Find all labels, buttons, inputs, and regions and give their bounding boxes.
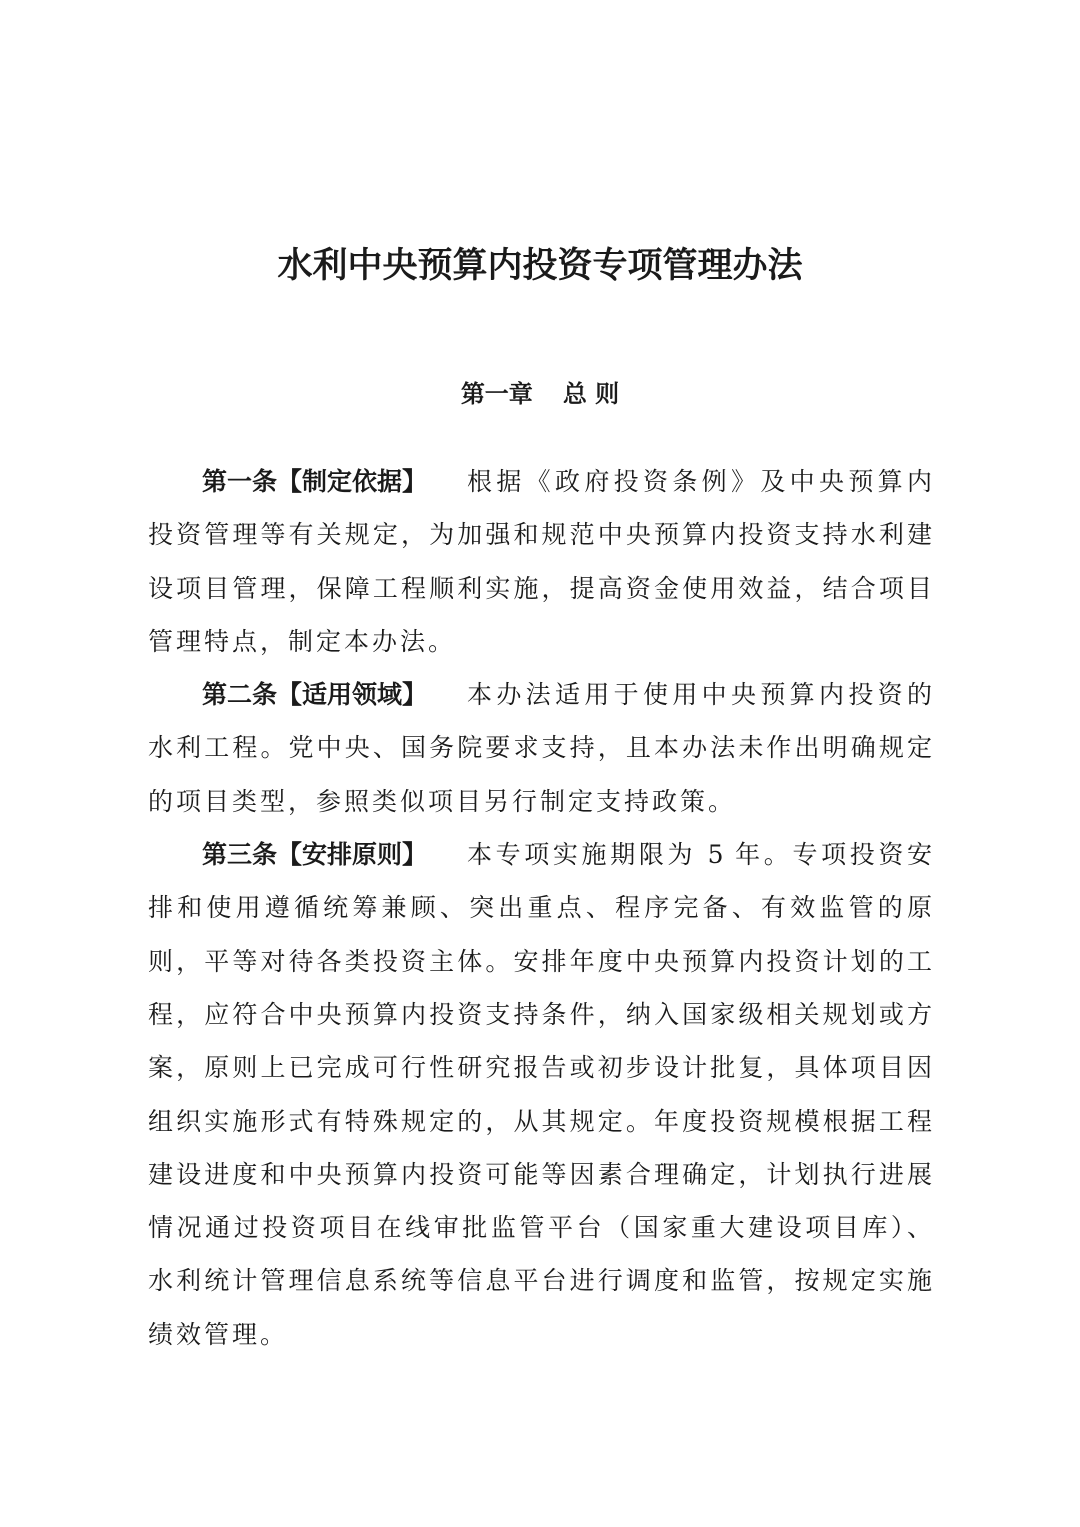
article-heading: 第一条【制定依据】 [202,467,428,496]
article-first-line [148,668,932,721]
article-text-line: 排和使用遵循统筹兼顾、突出重点、程序完备、有效监管的原 [148,893,932,923]
article-first-line [148,455,932,508]
chapter-number: 第一章 [460,380,533,408]
chapter-heading [0,374,1080,409]
article-text-line: 程，应符合中央预算内投资支持条件，纳入国家级相关规划或方 [148,999,932,1029]
article-text-line: 建设进度和中央预算内投资可能等因素合理确定，计划执行进展 [148,1159,932,1189]
article-text-line: 根据《政府投资条例》及中央预算内 [467,467,932,496]
article-text-line: 则，平等对待各类投资主体。安排年度中央预算内投资计划的工 [148,946,932,976]
article [148,455,932,668]
article-text-line: 管理特点，制定本办法。 [148,626,457,656]
article-text-line: 设项目管理，保障工程顺利实施，提高资金使用效益，结合项目 [148,573,932,603]
article-text-line: 情况通过投资项目在线审批监管平台（国家重大建设项目库）、 [148,1213,932,1243]
article-text-line: 案，原则上已完成可行性研究报告或初步设计批复，具体项目因 [148,1053,932,1083]
article [148,668,932,828]
article-text-line: 本办法适用于使用中央预算内投资的 [467,680,932,710]
article-text-line: 投资管理等有关规定，为加强和规范中央预算内投资支持水利建 [148,520,932,550]
document-title: 水利中央预算内投资专项管理办法 [277,245,803,286]
article-heading: 第二条【适用领域】 [202,680,428,710]
article-text-line: 绩效管理。 [148,1319,289,1349]
article-text-line: 组织实施形式有特殊规定的，从其规定。年度投资规模根据工程 [148,1106,932,1136]
chapter-name: 总 则 [562,380,620,408]
article-text-line: 水利工程。党中央、国务院要求支持，且本办法未作出明确规定 [148,733,932,763]
article [148,828,932,1361]
article-text-line: 的项目类型，参照类似项目另行制定支持政策。 [148,786,737,816]
article-first-line [148,828,932,881]
article-text-line: 本专项实施期限为 5 年。专项投资安 [467,840,932,870]
article-text-line: 水利统计管理信息系统等信息平台进行调度和监管，按规定实施 [148,1266,932,1296]
article-heading: 第三条【安排原则】 [202,840,428,870]
document-body [148,455,932,1361]
